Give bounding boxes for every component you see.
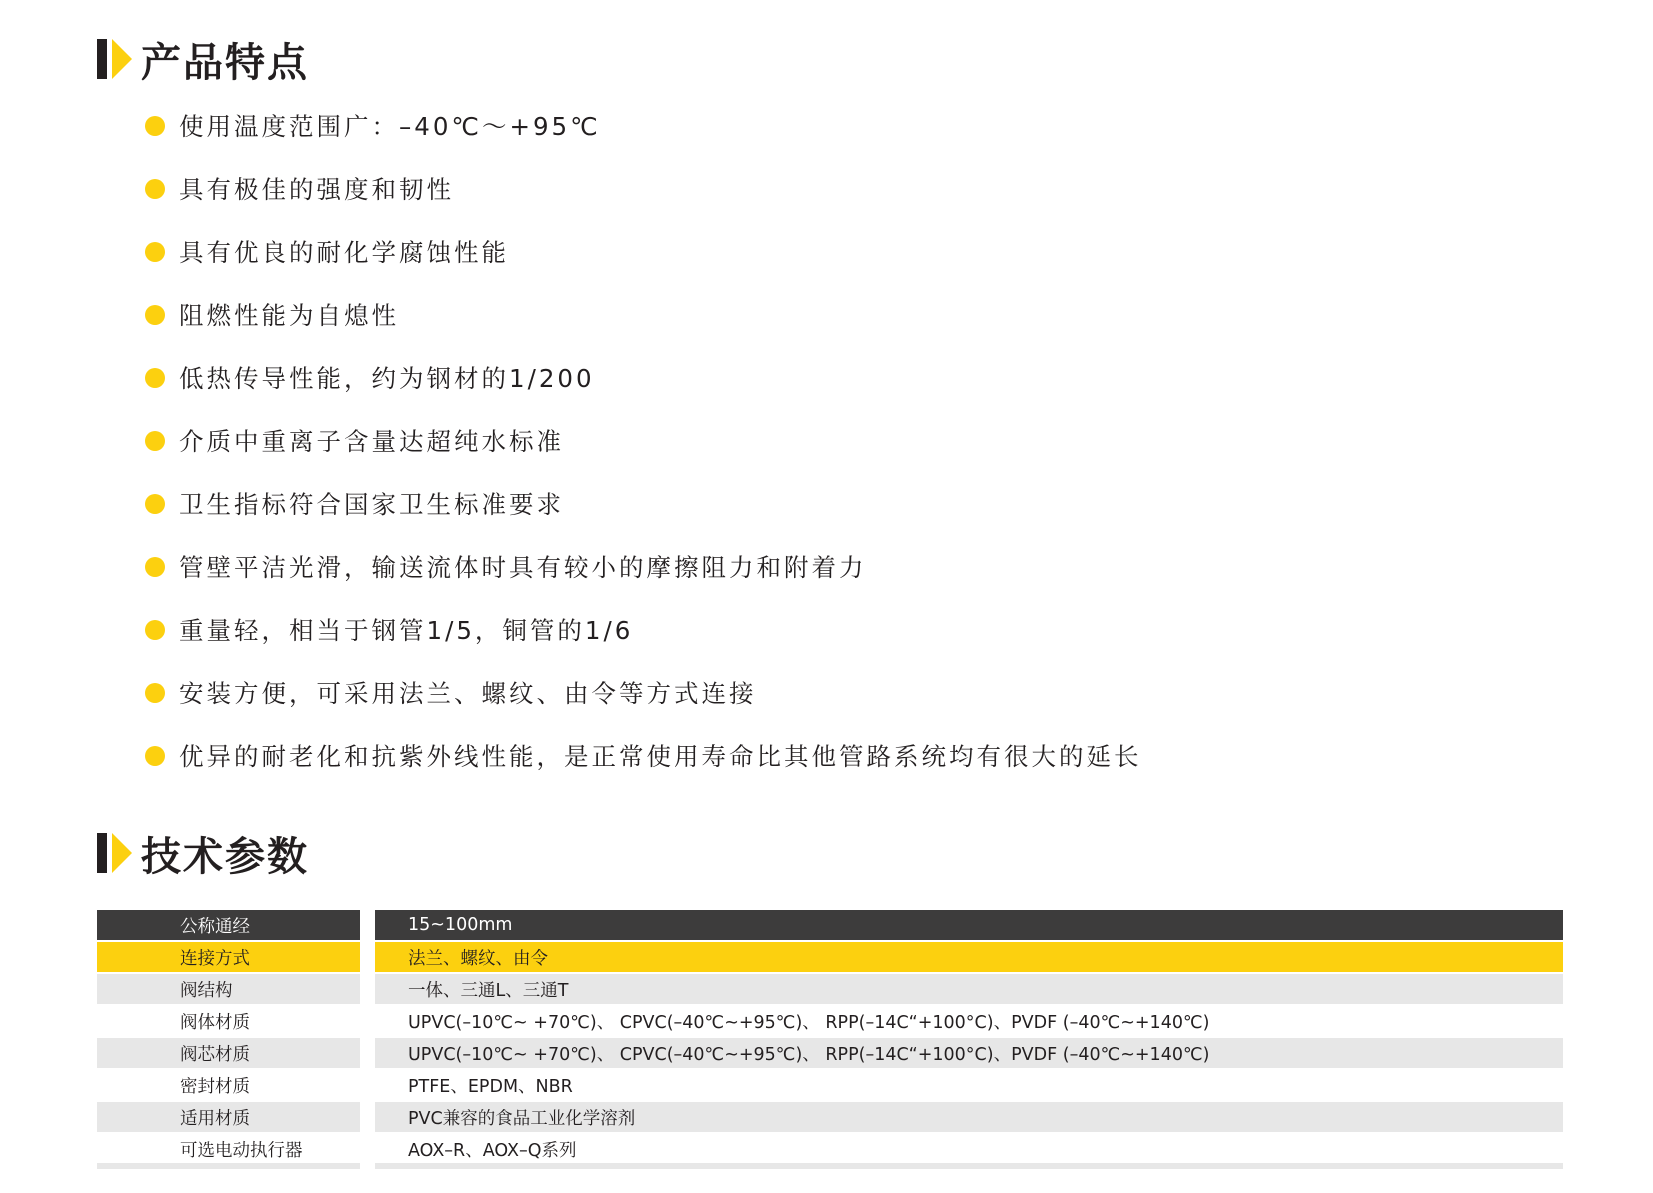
param-value: 法兰、螺纹、由令 (375, 942, 1563, 972)
bullet-dot-icon (145, 242, 165, 262)
bullet-dot-icon (145, 431, 165, 451)
params-row (97, 1101, 1563, 1133)
param-value: 15~100mm (375, 910, 1563, 940)
bullet-dot-icon (145, 683, 165, 703)
feature-text: 低热传导性能，约为钢材的1/200 (179, 364, 595, 393)
feature-text: 介质中重离子含量达超纯水标准 (179, 427, 564, 456)
param-label: 阀芯材质 (97, 1038, 360, 1068)
feature-item (145, 598, 1142, 661)
params-row (97, 909, 1563, 941)
feature-item (145, 661, 1142, 724)
param-label: 可选电动执行器 (97, 1134, 360, 1164)
params-row (97, 1037, 1563, 1069)
bullet-dot-icon (145, 557, 165, 577)
feature-item (145, 346, 1142, 409)
param-label: 阀结构 (97, 974, 360, 1004)
feature-text: 使用温度范围广：–40℃～+95℃ (179, 112, 601, 141)
feature-text: 重量轻，相当于钢管1/5，铜管的1/6 (179, 616, 634, 645)
feature-text: 具有优良的耐化学腐蚀性能 (179, 238, 509, 267)
table-bottom-rule (97, 1163, 1563, 1169)
feature-text: 优异的耐老化和抗紫外线性能，是正常使用寿命比其他管路系统均有很大的延长 (179, 742, 1142, 771)
param-label: 阀体材质 (97, 1006, 360, 1036)
param-value: PTFE、EPDM、NBR (375, 1070, 1563, 1100)
params-table (97, 909, 1563, 1165)
param-value: 一体、三通L、三通T (375, 974, 1563, 1004)
params-title: 技术参数 (141, 833, 309, 880)
feature-item (145, 535, 1142, 598)
feature-item (145, 94, 1142, 157)
heading-marker-icon (97, 831, 141, 875)
feature-text: 阻燃性能为自熄性 (179, 301, 399, 330)
bullet-dot-icon (145, 494, 165, 514)
params-row (97, 941, 1563, 973)
feature-item (145, 220, 1142, 283)
feature-item (145, 472, 1142, 535)
param-value: UPVC(–10℃~ +70℃)、 CPVC(–40℃~+95℃)、 RPP(–14C“+100°C)、PVDF (–40℃~+140℃) (375, 1038, 1563, 1068)
features-section-heading (97, 37, 309, 86)
feature-item (145, 157, 1142, 220)
param-label: 适用材质 (97, 1102, 360, 1132)
param-label: 公称通经 (97, 910, 360, 940)
feature-text: 卫生指标符合国家卫生标准要求 (179, 490, 564, 519)
bullet-dot-icon (145, 305, 165, 325)
feature-text: 管壁平洁光滑，输送流体时具有较小的摩擦阻力和附着力 (179, 553, 867, 582)
param-value: UPVC(–10℃~ +70℃)、 CPVC(–40℃~+95℃)、 RPP(–14C“+100°C)、PVDF (–40℃~+140℃) (375, 1006, 1563, 1036)
feature-item (145, 724, 1142, 787)
params-section-heading (97, 831, 309, 880)
param-label: 连接方式 (97, 942, 360, 972)
bullet-dot-icon (145, 116, 165, 136)
params-row (97, 973, 1563, 1005)
param-label: 密封材质 (97, 1070, 360, 1100)
heading-marker-icon (97, 37, 141, 81)
params-row (97, 1069, 1563, 1101)
bullet-dot-icon (145, 620, 165, 640)
params-row (97, 1005, 1563, 1037)
feature-item (145, 409, 1142, 472)
features-title: 产品特点 (141, 39, 309, 86)
bullet-dot-icon (145, 368, 165, 388)
param-value: AOX–R、AOX–Q系列 (375, 1134, 1563, 1164)
bullet-dot-icon (145, 746, 165, 766)
params-row (97, 1133, 1563, 1165)
bullet-dot-icon (145, 179, 165, 199)
param-value: PVC兼容的食品工业化学溶剂 (375, 1102, 1563, 1132)
feature-text: 具有极佳的强度和韧性 (179, 175, 454, 204)
feature-item (145, 283, 1142, 346)
features-list (145, 94, 1142, 787)
feature-text: 安装方便，可采用法兰、螺纹、由令等方式连接 (179, 679, 757, 708)
